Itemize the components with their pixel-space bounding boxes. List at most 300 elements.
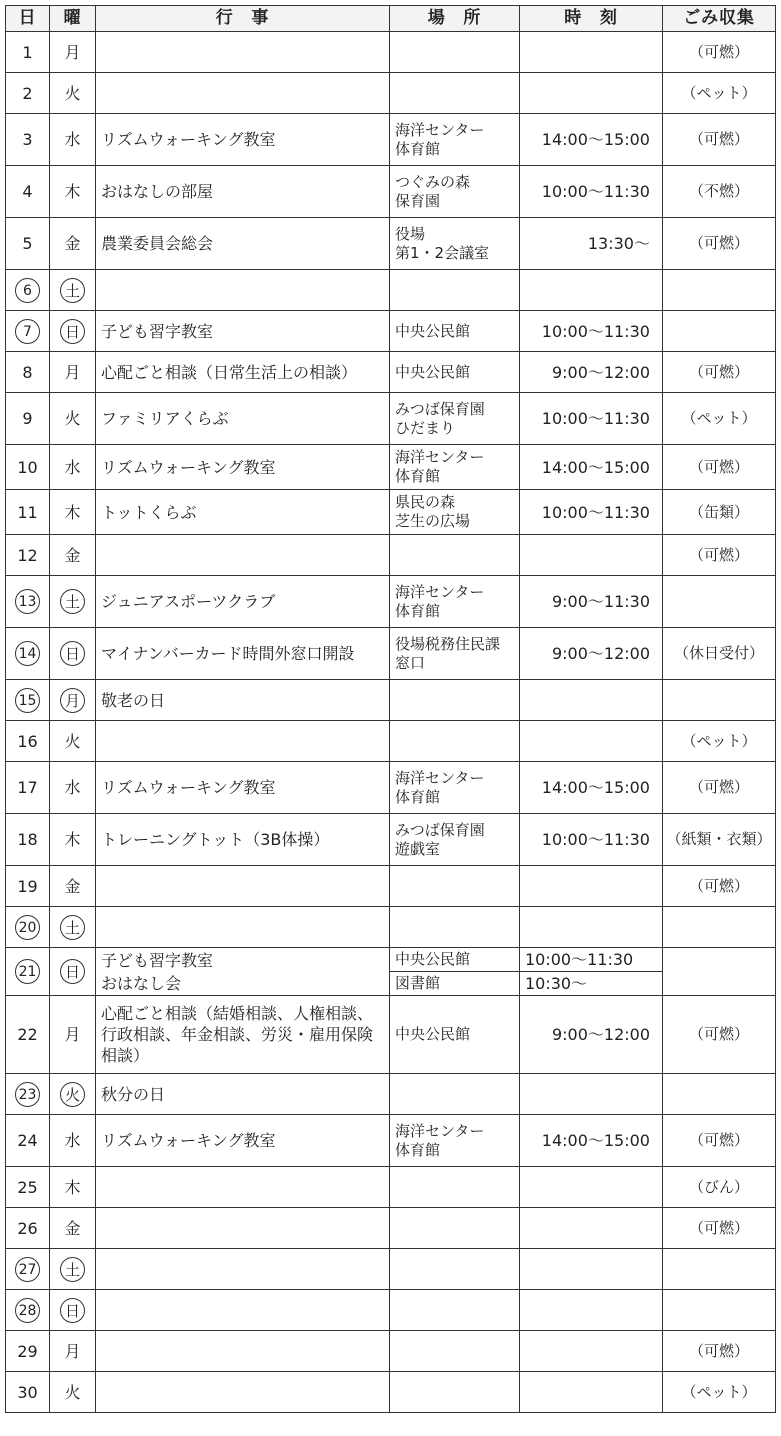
event-cell xyxy=(96,996,390,1074)
place-text: 海洋センター xyxy=(395,448,485,466)
table-row xyxy=(6,1208,776,1249)
place-cell xyxy=(390,576,520,628)
garbage-type: （可燃） xyxy=(688,778,749,796)
event-cell xyxy=(96,628,390,680)
holiday-weekday: 火 xyxy=(60,1082,85,1107)
garbage-cell xyxy=(663,166,776,218)
event-cell xyxy=(96,866,390,907)
place-text-line2: 遊戯室 xyxy=(395,839,441,858)
place-text: 図書館 xyxy=(395,974,441,992)
time-text: 10:00〜11:30 xyxy=(541,321,650,341)
table-row xyxy=(6,32,776,73)
day-number: 29 xyxy=(17,1341,38,1361)
holiday-day-number: 27 xyxy=(15,1257,40,1282)
weekday-cell xyxy=(50,1331,96,1372)
day-cell xyxy=(6,352,50,393)
header-garbage: ごみ収集 xyxy=(663,6,776,32)
place-cell xyxy=(390,1074,520,1115)
place-text-line2: 体育館 xyxy=(395,467,441,485)
place-text: 中央公民館 xyxy=(390,948,519,972)
time-cell xyxy=(520,1372,663,1413)
time-cell xyxy=(520,352,663,393)
weekday-cell xyxy=(50,1249,96,1290)
place-text-line2: 保育園 xyxy=(395,191,441,210)
weekday: 木 xyxy=(64,1177,81,1197)
day-number: 25 xyxy=(17,1177,38,1197)
event-text: リズムウォーキング教室 xyxy=(101,778,276,797)
header-weekday: 曜 xyxy=(50,6,96,32)
place-cell xyxy=(390,311,520,352)
day-cell xyxy=(6,32,50,73)
weekday-cell xyxy=(50,576,96,628)
event-cell xyxy=(96,393,390,445)
table-row xyxy=(6,814,776,866)
table-row xyxy=(6,352,776,393)
time-text: 10:30〜 xyxy=(525,974,588,993)
garbage-cell xyxy=(663,352,776,393)
time-text: 9:00〜12:00 xyxy=(551,644,650,663)
day-cell xyxy=(6,1208,50,1249)
garbage-cell xyxy=(663,866,776,907)
day-number: 11 xyxy=(17,502,38,522)
day-cell xyxy=(6,445,50,490)
event-cell xyxy=(96,166,390,218)
holiday-weekday: 日 xyxy=(60,1298,85,1323)
table-row xyxy=(6,996,776,1074)
garbage-cell xyxy=(663,814,776,866)
table-row xyxy=(6,907,776,948)
event-cell xyxy=(96,762,390,814)
event-cell xyxy=(96,1074,390,1115)
time-cell xyxy=(520,907,663,948)
table-row xyxy=(6,166,776,218)
weekday: 月 xyxy=(64,1341,81,1361)
day-number: 19 xyxy=(17,876,38,896)
weekday: 火 xyxy=(64,1382,81,1402)
time-text: 9:00〜12:00 xyxy=(551,362,650,382)
time-text: 10:00〜11:30 xyxy=(541,182,650,201)
day-cell xyxy=(6,866,50,907)
event-text: 子ども習字教室 xyxy=(101,950,214,970)
place-cell xyxy=(390,948,520,996)
garbage-cell xyxy=(663,535,776,576)
weekday: 水 xyxy=(64,130,81,149)
place-cell xyxy=(390,270,520,311)
table-row xyxy=(6,762,776,814)
place-text-line2: 芝生の広場 xyxy=(395,512,471,530)
event-cell xyxy=(96,1372,390,1413)
day-cell xyxy=(6,680,50,721)
holiday-weekday: 土 xyxy=(60,1257,85,1282)
weekday-cell xyxy=(50,166,96,218)
weekday-cell xyxy=(50,1208,96,1249)
weekday-cell xyxy=(50,270,96,311)
event-text: リズムウォーキング教室 xyxy=(101,457,276,477)
table-row xyxy=(6,628,776,680)
time-cell xyxy=(520,535,663,576)
table-row xyxy=(6,218,776,270)
event-text: 敬老の日 xyxy=(101,690,166,710)
day-number: 4 xyxy=(22,182,33,201)
day-number: 10 xyxy=(17,457,38,477)
garbage-type: （びん） xyxy=(688,1177,749,1196)
time-cell xyxy=(520,32,663,73)
day-cell xyxy=(6,1372,50,1413)
weekday-cell xyxy=(50,762,96,814)
holiday-weekday: 日 xyxy=(60,959,85,984)
holiday-day-number: 20 xyxy=(15,915,40,940)
table-row xyxy=(6,1167,776,1208)
garbage-cell xyxy=(663,73,776,114)
event-text: 子ども習字教室 xyxy=(101,321,214,341)
holiday-weekday: 月 xyxy=(60,688,85,713)
weekday: 木 xyxy=(64,830,81,849)
table-row xyxy=(6,311,776,352)
time-cell xyxy=(520,311,663,352)
weekday-cell xyxy=(50,1074,96,1115)
place-text-line2: ひだまり xyxy=(395,418,456,437)
place-cell xyxy=(390,1167,520,1208)
holiday-weekday: 土 xyxy=(60,278,85,303)
place-cell xyxy=(390,1331,520,1372)
table-row xyxy=(6,1115,776,1167)
day-number: 24 xyxy=(17,1131,38,1150)
event-cell xyxy=(96,1290,390,1331)
time-cell xyxy=(520,762,663,814)
time-cell xyxy=(520,218,663,270)
weekday-cell xyxy=(50,680,96,721)
day-cell xyxy=(6,218,50,270)
garbage-type: （可燃） xyxy=(688,42,749,61)
day-number: 18 xyxy=(17,830,38,849)
holiday-day-number: 23 xyxy=(15,1082,40,1107)
garbage-cell xyxy=(663,907,776,948)
event-text: ファミリアくらぶ xyxy=(101,409,229,428)
table-header-row xyxy=(6,6,776,32)
day-cell xyxy=(6,490,50,535)
garbage-cell xyxy=(663,270,776,311)
header-place: 場 所 xyxy=(390,6,520,32)
day-cell xyxy=(6,628,50,680)
weekday-cell xyxy=(50,1290,96,1331)
event-cell xyxy=(96,114,390,166)
holiday-day-number: 21 xyxy=(15,959,40,984)
weekday: 火 xyxy=(64,83,81,103)
garbage-cell xyxy=(663,948,776,996)
time-cell xyxy=(520,445,663,490)
garbage-type: （可燃） xyxy=(688,1025,749,1043)
day-cell xyxy=(6,535,50,576)
place-cell xyxy=(390,445,520,490)
place-cell xyxy=(390,1372,520,1413)
weekday-cell xyxy=(50,490,96,535)
event-calendar-table xyxy=(5,5,776,1413)
weekday-cell xyxy=(50,721,96,762)
weekday-cell xyxy=(50,73,96,114)
place-cell xyxy=(390,866,520,907)
event-cell xyxy=(96,1208,390,1249)
place-text: 海洋センター xyxy=(395,582,485,601)
day-cell xyxy=(6,1249,50,1290)
day-cell xyxy=(6,166,50,218)
garbage-cell xyxy=(663,1290,776,1331)
place-text-line2: 第1・2会議室 xyxy=(395,243,490,262)
holiday-day-number: 15 xyxy=(15,688,40,713)
weekday-cell xyxy=(50,814,96,866)
time-cell xyxy=(520,1167,663,1208)
place-cell xyxy=(390,762,520,814)
event-text: リズムウォーキング教室 xyxy=(101,1131,276,1150)
time-cell xyxy=(520,1115,663,1167)
event-text: トットくらぶ xyxy=(101,502,197,522)
weekday-cell xyxy=(50,32,96,73)
day-cell xyxy=(6,1331,50,1372)
garbage-cell xyxy=(663,1115,776,1167)
garbage-cell xyxy=(663,311,776,352)
time-cell xyxy=(520,270,663,311)
event-cell xyxy=(96,907,390,948)
place-text: 中央公民館 xyxy=(395,1025,471,1043)
place-text: 中央公民館 xyxy=(395,362,471,381)
garbage-type: （ペット） xyxy=(681,1382,757,1401)
event-cell xyxy=(96,270,390,311)
weekday-cell xyxy=(50,393,96,445)
garbage-cell xyxy=(663,762,776,814)
place-cell xyxy=(390,114,520,166)
weekday-cell xyxy=(50,628,96,680)
weekday: 金 xyxy=(64,1218,81,1238)
table-row xyxy=(6,680,776,721)
holiday-day-number: 6 xyxy=(15,278,40,303)
day-number: 30 xyxy=(17,1382,38,1402)
table-row xyxy=(6,114,776,166)
header-day: 日 xyxy=(6,6,50,32)
table-row xyxy=(6,1074,776,1115)
place-cell xyxy=(390,996,520,1074)
table-row xyxy=(6,393,776,445)
place-cell xyxy=(390,1208,520,1249)
garbage-cell xyxy=(663,445,776,490)
garbage-cell xyxy=(663,1208,776,1249)
weekday-cell xyxy=(50,1115,96,1167)
event-cell xyxy=(96,576,390,628)
weekday: 火 xyxy=(64,409,81,428)
header-event: 行 事 xyxy=(96,6,390,32)
event-cell xyxy=(96,445,390,490)
event-text: 心配ごと相談（日常生活上の相談） xyxy=(101,362,358,382)
time-cell xyxy=(520,1331,663,1372)
garbage-cell xyxy=(663,628,776,680)
time-text: 9:00〜12:00 xyxy=(551,1025,650,1044)
place-cell xyxy=(390,1290,520,1331)
weekday-cell xyxy=(50,907,96,948)
place-text: 役場税務住民課 xyxy=(395,634,501,653)
day-number: 3 xyxy=(22,130,33,149)
garbage-cell xyxy=(663,218,776,270)
garbage-cell xyxy=(663,1249,776,1290)
time-cell xyxy=(520,721,663,762)
day-cell xyxy=(6,907,50,948)
place-cell xyxy=(390,680,520,721)
event-text: 心配ごと相談（結婚相談、人権相談、行政相談、年金相談、労災・雇用保険相談） xyxy=(101,1004,374,1065)
time-text: 9:00〜11:30 xyxy=(551,592,650,611)
garbage-type: （可燃） xyxy=(688,130,749,148)
place-cell xyxy=(390,814,520,866)
weekday-cell xyxy=(50,445,96,490)
table-row xyxy=(6,721,776,762)
garbage-cell xyxy=(663,576,776,628)
time-cell xyxy=(520,628,663,680)
place-text: 海洋センター xyxy=(395,120,485,139)
day-number: 9 xyxy=(22,409,33,428)
time-cell xyxy=(520,1208,663,1249)
time-text: 13:30〜 xyxy=(587,234,650,253)
weekday: 水 xyxy=(64,1131,81,1150)
place-text-line2: 体育館 xyxy=(395,1140,441,1159)
time-text: 10:00〜11:30 xyxy=(541,830,650,849)
day-cell xyxy=(6,814,50,866)
garbage-cell xyxy=(663,996,776,1074)
holiday-day-number: 13 xyxy=(15,589,40,614)
garbage-type: （可燃） xyxy=(688,362,749,381)
place-cell xyxy=(390,218,520,270)
time-cell xyxy=(520,393,663,445)
weekday: 木 xyxy=(64,502,81,522)
event-text: ジュニアスポーツクラブ xyxy=(101,592,276,611)
place-cell xyxy=(390,721,520,762)
time-cell xyxy=(520,814,663,866)
table-row xyxy=(6,445,776,490)
time-cell xyxy=(520,490,663,535)
day-number: 12 xyxy=(17,545,38,565)
place-cell xyxy=(390,907,520,948)
place-text-line2: 体育館 xyxy=(395,139,441,158)
day-cell xyxy=(6,73,50,114)
time-text: 14:00〜15:00 xyxy=(541,778,650,797)
event-cell xyxy=(96,73,390,114)
garbage-type: （可燃） xyxy=(688,1131,749,1149)
event-cell xyxy=(96,352,390,393)
time-cell xyxy=(520,73,663,114)
place-text: 県民の森 xyxy=(395,493,456,511)
day-number: 22 xyxy=(17,1025,38,1044)
event-cell xyxy=(96,1167,390,1208)
time-cell xyxy=(520,1249,663,1290)
garbage-cell xyxy=(663,680,776,721)
time-cell xyxy=(520,996,663,1074)
place-cell xyxy=(390,73,520,114)
garbage-cell xyxy=(663,114,776,166)
weekday: 火 xyxy=(64,731,81,751)
holiday-weekday: 土 xyxy=(60,915,85,940)
day-number: 8 xyxy=(22,362,33,382)
event-text: トレーニングトット（3B体操） xyxy=(101,830,330,849)
event-text: おはなし会 xyxy=(101,973,182,993)
garbage-type: （可燃） xyxy=(688,545,749,564)
time-cell xyxy=(520,1074,663,1115)
day-cell xyxy=(6,311,50,352)
place-cell xyxy=(390,393,520,445)
holiday-day-number: 28 xyxy=(15,1298,40,1323)
garbage-type: （休日受付） xyxy=(673,644,764,662)
place-cell xyxy=(390,1115,520,1167)
holiday-day-number: 14 xyxy=(15,641,40,666)
garbage-type: （紙類・衣類） xyxy=(666,830,772,848)
place-cell xyxy=(390,32,520,73)
garbage-type: （ペット） xyxy=(681,409,757,427)
place-text: つぐみの森 xyxy=(395,172,471,191)
weekday: 木 xyxy=(64,182,81,201)
place-text-line2: 体育館 xyxy=(395,787,441,806)
day-cell xyxy=(6,270,50,311)
table-row xyxy=(6,948,776,996)
weekday: 月 xyxy=(64,42,81,62)
time-cell xyxy=(520,576,663,628)
event-cell xyxy=(96,721,390,762)
garbage-cell xyxy=(663,1372,776,1413)
weekday: 金 xyxy=(64,545,81,565)
place-text: 海洋センター xyxy=(395,1121,485,1140)
event-text: マイナンバーカード時間外窓口開設 xyxy=(101,644,355,663)
weekday-cell xyxy=(50,1372,96,1413)
table-body xyxy=(6,32,776,1413)
garbage-cell xyxy=(663,1167,776,1208)
place-text: みつば保育園 xyxy=(395,820,485,839)
place-text: 海洋センター xyxy=(395,768,485,787)
day-cell xyxy=(6,1115,50,1167)
weekday-cell xyxy=(50,114,96,166)
header-time: 時 刻 xyxy=(520,6,663,32)
time-cell xyxy=(520,1290,663,1331)
place-cell xyxy=(390,352,520,393)
garbage-cell xyxy=(663,32,776,73)
table-row xyxy=(6,1249,776,1290)
weekday: 金 xyxy=(64,876,81,896)
table-row xyxy=(6,576,776,628)
garbage-type: （可燃） xyxy=(688,1341,749,1360)
day-cell xyxy=(6,1167,50,1208)
holiday-day-number: 7 xyxy=(15,319,40,344)
weekday-cell xyxy=(50,218,96,270)
event-cell xyxy=(96,490,390,535)
day-cell xyxy=(6,393,50,445)
event-cell xyxy=(96,680,390,721)
day-number: 2 xyxy=(22,83,33,103)
day-cell xyxy=(6,1290,50,1331)
table-row xyxy=(6,866,776,907)
time-text: 10:00〜11:30 xyxy=(520,948,662,972)
weekday-cell xyxy=(50,535,96,576)
holiday-weekday: 土 xyxy=(60,589,85,614)
day-number: 1 xyxy=(22,42,33,62)
garbage-cell xyxy=(663,1331,776,1372)
garbage-type: （可燃） xyxy=(688,876,749,895)
place-cell xyxy=(390,628,520,680)
weekday: 月 xyxy=(64,1025,81,1044)
table-row xyxy=(6,490,776,535)
weekday-cell xyxy=(50,866,96,907)
event-cell xyxy=(96,535,390,576)
time-cell xyxy=(520,948,663,996)
event-cell xyxy=(96,1331,390,1372)
event-cell xyxy=(96,1249,390,1290)
time-text: 14:00〜15:00 xyxy=(541,130,650,149)
time-text: 10:00〜11:30 xyxy=(541,502,650,522)
day-number: 26 xyxy=(17,1218,38,1238)
weekday: 水 xyxy=(64,457,81,477)
day-cell xyxy=(6,762,50,814)
garbage-cell xyxy=(663,1074,776,1115)
